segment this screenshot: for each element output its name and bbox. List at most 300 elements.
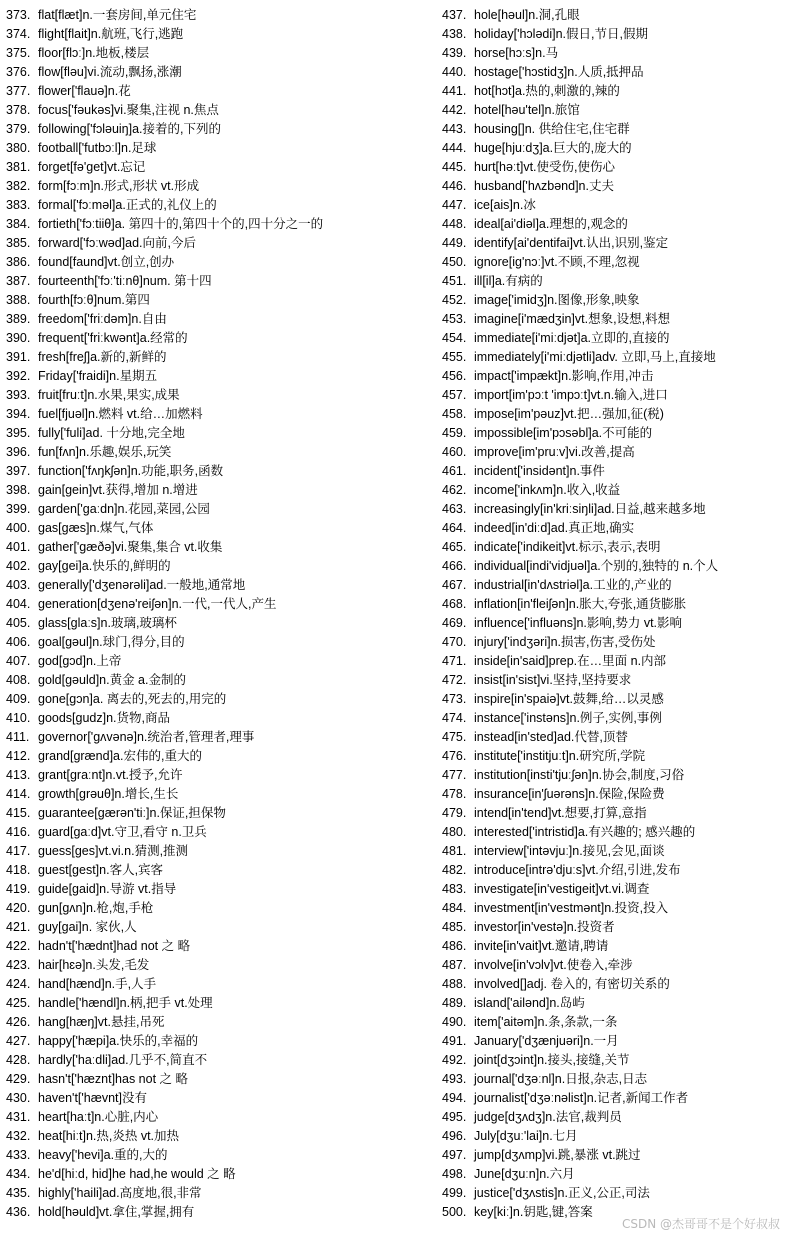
entry-number: 430. [6, 1091, 31, 1105]
entry-definition: import[im'pɔːt 'impɔːt]vt.n.输入,进口 [474, 388, 668, 402]
entry-number: 437. [442, 8, 467, 22]
entry-definition: gun[gʌn]n.枪,炮,手枪 [38, 901, 154, 915]
entry-number: 401. [6, 540, 31, 554]
word-entry [442, 271, 786, 290]
word-entry [6, 252, 430, 271]
word-entry [6, 1202, 430, 1221]
word-entry [6, 518, 430, 537]
entry-definition: heat[hiːt]n.热,炎热 vt.加热 [38, 1129, 180, 1143]
entry-number: 500. [442, 1205, 467, 1219]
entry-definition: identify[ai'dentifai]vt.认出,识别,鉴定 [474, 236, 669, 250]
word-entry [442, 1031, 786, 1050]
entry-number: 413. [6, 768, 31, 782]
entry-number: 422. [6, 939, 31, 953]
word-entry [6, 366, 430, 385]
entry-number: 409. [6, 692, 31, 706]
word-entry [6, 689, 430, 708]
entry-definition: guide[gaid]n.导游 vt.指导 [38, 882, 177, 896]
word-entry [6, 594, 430, 613]
word-entry [442, 556, 786, 575]
word-entry [442, 214, 786, 233]
entry-definition: impact['impækt]n.影响,作用,冲击 [474, 369, 654, 383]
entry-number: 487. [442, 958, 467, 972]
entry-definition: instance['instəns]n.例子,实例,事例 [474, 711, 662, 725]
entry-definition: guarantee[gærən'tiː]n.保证,担保物 [38, 806, 226, 820]
entry-number: 481. [442, 844, 467, 858]
entry-number: 443. [442, 122, 467, 136]
word-entry [6, 879, 430, 898]
entry-number: 427. [6, 1034, 31, 1048]
word-entry [442, 5, 786, 24]
entry-definition: hasn't['hæznt]has not 之 略 [38, 1072, 188, 1086]
entry-number: 478. [442, 787, 467, 801]
word-entry [6, 632, 430, 651]
word-entry [6, 43, 430, 62]
entry-number: 380. [6, 141, 31, 155]
entry-number: 373. [6, 8, 31, 22]
entry-number: 388. [6, 293, 31, 307]
word-entry [442, 138, 786, 157]
entry-definition: institution[insti'tjuːʃən]n.协会,制度,习俗 [474, 768, 685, 782]
entry-number: 488. [442, 977, 467, 991]
entry-definition: gay[gei]a.快乐的,鲜明的 [38, 559, 171, 573]
word-entry [442, 1069, 786, 1088]
entry-number: 384. [6, 217, 31, 231]
entry-definition: insist[in'sist]vi.坚持,坚持要求 [474, 673, 632, 687]
entry-definition: interested['intristid]a.有兴趣的; 感兴趣的 [474, 825, 696, 839]
entry-number: 426. [6, 1015, 31, 1029]
entry-definition: holiday['hɔlədi]n.假日,节日,假期 [474, 27, 648, 41]
word-entry [6, 81, 430, 100]
entry-number: 469. [442, 616, 467, 630]
word-entry [6, 499, 430, 518]
word-entry [6, 138, 430, 157]
entry-number: 385. [6, 236, 31, 250]
entry-number: 485. [442, 920, 467, 934]
word-entry [6, 214, 430, 233]
word-entry [6, 1107, 430, 1126]
word-entry [6, 309, 430, 328]
entry-definition: involve[in'vɔlv]vt.使卷入,牵涉 [474, 958, 633, 972]
word-entry [442, 499, 786, 518]
entry-number: 425. [6, 996, 31, 1010]
word-entry [442, 290, 786, 309]
word-entry [442, 1183, 786, 1202]
entry-definition: guess[ges]vt.vi.n.猜测,推测 [38, 844, 189, 858]
entry-definition: hostage['hɔstidʒ]n.人质,抵押品 [474, 65, 644, 79]
entry-definition: Friday['fraidi]n.星期五 [38, 369, 158, 383]
word-entry [442, 1088, 786, 1107]
word-entry [6, 328, 430, 347]
entry-definition: immediate[i'miːdjət]a.立即的,直接的 [474, 331, 670, 345]
entry-definition: grant[graːnt]n.vt.授予,允许 [38, 768, 183, 782]
word-entry [442, 537, 786, 556]
entry-number: 465. [442, 540, 467, 554]
entry-definition: interview['intəvjuː]n.接见,会见,面谈 [474, 844, 665, 858]
word-entry [442, 670, 786, 689]
entry-definition: freedom['friːdəm]n.自由 [38, 312, 167, 326]
entry-definition: hang[hæŋ]vt.悬挂,吊死 [38, 1015, 165, 1029]
entry-definition: forward['fɔːwəd]ad.向前,今后 [38, 236, 196, 250]
word-entry [442, 974, 786, 993]
entry-number: 395. [6, 426, 31, 440]
word-entry [442, 936, 786, 955]
entry-number: 424. [6, 977, 31, 991]
word-entry [442, 1145, 786, 1164]
entry-number: 412. [6, 749, 31, 763]
entry-number: 494. [442, 1091, 467, 1105]
word-entry [6, 974, 430, 993]
entry-definition: happy['hæpi]a.快乐的,幸福的 [38, 1034, 199, 1048]
entry-number: 408. [6, 673, 31, 687]
word-entry [6, 651, 430, 670]
entry-number: 477. [442, 768, 467, 782]
word-entry [6, 917, 430, 936]
entry-definition: hardly['haːdli]ad.几乎不,简直不 [38, 1053, 208, 1067]
word-entry [442, 252, 786, 271]
entry-definition: incident['insidənt]n.事件 [474, 464, 605, 478]
word-entry [442, 461, 786, 480]
word-entry [6, 404, 430, 423]
entry-definition: glass[glaːs]n.玻璃,玻璃杯 [38, 616, 177, 630]
entry-number: 472. [442, 673, 467, 687]
word-entry [6, 955, 430, 974]
entry-definition: fortieth['fɔːtiiθ]a. 第四十的,第四十个的,四十分之一的 [38, 217, 324, 231]
right-word-column [442, 5, 786, 1221]
word-entry [442, 879, 786, 898]
entry-number: 400. [6, 521, 31, 535]
entry-definition: invite[in'vait]vt.邀请,聘请 [474, 939, 609, 953]
word-entry [6, 860, 430, 879]
word-entry [442, 100, 786, 119]
entry-definition: grand[grænd]a.宏伟的,重大的 [38, 749, 202, 763]
entry-number: 471. [442, 654, 467, 668]
entry-number: 435. [6, 1186, 31, 1200]
word-entry [6, 461, 430, 480]
entry-number: 449. [442, 236, 467, 250]
word-entry [6, 784, 430, 803]
entry-number: 467. [442, 578, 467, 592]
entry-number: 405. [6, 616, 31, 630]
entry-number: 431. [6, 1110, 31, 1124]
entry-number: 393. [6, 388, 31, 402]
entry-number: 375. [6, 46, 31, 60]
entry-number: 452. [442, 293, 467, 307]
word-entry [442, 955, 786, 974]
word-entry [442, 157, 786, 176]
entry-number: 419. [6, 882, 31, 896]
word-entry [442, 518, 786, 537]
word-entry [6, 5, 430, 24]
entry-definition: formal['fɔːməl]a.正式的,礼仪上的 [38, 198, 217, 212]
entry-number: 399. [6, 502, 31, 516]
entry-definition: ignore[ig'nɔː]vt.不顾,不理,忽视 [474, 255, 640, 269]
entry-definition: investment[in'vestmənt]n.投资,投入 [474, 901, 669, 915]
word-entry [6, 195, 430, 214]
entry-definition: injury['indʒəri]n.损害,伤害,受伤处 [474, 635, 656, 649]
entry-definition: improve[im'pruːv]vi.改善,提高 [474, 445, 635, 459]
word-entry [442, 347, 786, 366]
word-entry [6, 1031, 430, 1050]
entry-number: 376. [6, 65, 31, 79]
entry-definition: following['fɔləuiŋ]a.接着的,下列的 [38, 122, 222, 136]
entry-definition: highly['haili]ad.高度地,很,非常 [38, 1186, 202, 1200]
entry-number: 402. [6, 559, 31, 573]
entry-number: 404. [6, 597, 31, 611]
entry-number: 406. [6, 635, 31, 649]
word-entry [6, 727, 430, 746]
word-entry [442, 442, 786, 461]
entry-number: 378. [6, 103, 31, 117]
word-entry [442, 689, 786, 708]
entry-definition: flight[flait]n.航班,飞行,逃跑 [38, 27, 184, 41]
entry-definition: governor['gʌvənə]n.统治者,管理者,理事 [38, 730, 255, 744]
entry-number: 381. [6, 160, 31, 174]
word-entry [6, 442, 430, 461]
entry-definition: gas[gæs]n.煤气,气体 [38, 521, 154, 535]
entry-definition: hotel[həu'tel]n.旅馆 [474, 103, 580, 117]
entry-number: 484. [442, 901, 467, 915]
word-entry [6, 708, 430, 727]
entry-number: 499. [442, 1186, 467, 1200]
word-entry [6, 1183, 430, 1202]
entry-definition: involved[]adj. 卷入的, 有密切关系的 [474, 977, 670, 991]
entry-number: 483. [442, 882, 467, 896]
entry-definition: indeed[in'diːd]ad.真正地,确实 [474, 521, 635, 535]
entry-definition: impossible[im'pɔsəbl]a.不可能的 [474, 426, 653, 440]
entry-definition: image['imidʒ]n.图像,形象,映象 [474, 293, 640, 307]
entry-definition: heart[haːt]n.心脏,内心 [38, 1110, 159, 1124]
entry-number: 455. [442, 350, 467, 364]
entry-definition: judge[dʒʌdʒ]n.法官,裁判员 [474, 1110, 622, 1124]
word-entry [442, 575, 786, 594]
entry-definition: forget[fə'get]vt.忘记 [38, 160, 146, 174]
entry-number: 474. [442, 711, 467, 725]
word-entry [6, 898, 430, 917]
entry-definition: gather['gæðə]vi.聚集,集合 vt.收集 [38, 540, 223, 554]
entry-definition: joint[dʒɔint]n.接头,接缝,关节 [474, 1053, 630, 1067]
entry-definition: indicate['indikeit]vt.标示,表示,表明 [474, 540, 661, 554]
entry-number: 386. [6, 255, 31, 269]
word-entry [6, 765, 430, 784]
entry-number: 496. [442, 1129, 467, 1143]
word-entry [6, 556, 430, 575]
entry-definition: ideal[ai'diəl]a.理想的,观念的 [474, 217, 628, 231]
word-entry [6, 670, 430, 689]
word-entry [442, 746, 786, 765]
entry-definition: flat[flæt]n.一套房间,单元住宅 [38, 8, 197, 22]
entry-definition: hadn't['hædnt]had not 之 略 [38, 939, 191, 953]
entry-definition: guest[gest]n.客人,宾客 [38, 863, 164, 877]
entry-definition: ill[il]a.有病的 [474, 274, 543, 288]
entry-definition: generation[dʒenə'reiʃən]n.一代,一代人,产生 [38, 597, 277, 611]
entry-number: 442. [442, 103, 467, 117]
entry-number: 476. [442, 749, 467, 763]
word-entry [6, 822, 430, 841]
entry-definition: impose[im'pəuz]vt.把…强加,征(税) [474, 407, 664, 421]
entry-definition: form[fɔːm]n.形式,形状 vt.形成 [38, 179, 200, 193]
word-entry [6, 157, 430, 176]
entry-definition: hole[həul]n.洞,孔眼 [474, 8, 580, 22]
word-entry [6, 936, 430, 955]
word-entry [6, 841, 430, 860]
entry-definition: intend[in'tend]vt.想要,打算,意指 [474, 806, 647, 820]
entry-definition: inside[in'said]prep.在…里面 n.内部 [474, 654, 667, 668]
entry-number: 495. [442, 1110, 467, 1124]
entry-definition: journal['dʒəːnl]n.日报,杂志,日志 [474, 1072, 648, 1086]
word-entry [442, 822, 786, 841]
word-entry [442, 803, 786, 822]
word-entry [442, 1107, 786, 1126]
entry-number: 436. [6, 1205, 31, 1219]
entry-number: 475. [442, 730, 467, 744]
entry-definition: inflation[in'fleiʃən]n.胀大,夸张,通货膨胀 [474, 597, 687, 611]
word-entry [6, 1164, 430, 1183]
entry-definition: goods[gudz]n.货物,商品 [38, 711, 171, 725]
entry-definition: investor[in'vestə]n.投资者 [474, 920, 615, 934]
entry-definition: imagine[i'mædʒin]vt.想象,设想,料想 [474, 312, 671, 326]
entry-definition: institute['institjuːt]n.研究所,学院 [474, 749, 646, 763]
entry-definition: key[kiː]n.钥匙,键,答案 [474, 1205, 593, 1219]
word-entry [442, 860, 786, 879]
entry-definition: haven't['hævnt]没有 [38, 1091, 147, 1105]
entry-definition: god[gɔd]n.上帝 [38, 654, 122, 668]
entry-number: 398. [6, 483, 31, 497]
word-entry [6, 1012, 430, 1031]
entry-definition: housing[]n. 供给住宅,住宅群 [474, 122, 630, 136]
entry-number: 486. [442, 939, 467, 953]
word-entry [6, 24, 430, 43]
entry-definition: fully['fuli]ad. 十分地,完全地 [38, 426, 185, 440]
word-entry [6, 347, 430, 366]
entry-number: 407. [6, 654, 31, 668]
entry-number: 462. [442, 483, 467, 497]
entry-number: 423. [6, 958, 31, 972]
word-entry [442, 898, 786, 917]
word-entry [6, 176, 430, 195]
word-entry [6, 613, 430, 632]
entry-definition: fourteenth['fɔː'tiːnθ]num. 第十四 [38, 274, 212, 288]
entry-number: 445. [442, 160, 467, 174]
entry-number: 418. [6, 863, 31, 877]
entry-number: 468. [442, 597, 467, 611]
entry-number: 448. [442, 217, 467, 231]
entry-number: 498. [442, 1167, 467, 1181]
word-entry [6, 1050, 430, 1069]
entry-definition: flow[fləu]vi.流动,飘扬,涨潮 [38, 65, 182, 79]
entry-definition: found[faund]vt.创立,创办 [38, 255, 175, 269]
entry-number: 444. [442, 141, 467, 155]
entry-number: 480. [442, 825, 467, 839]
entry-number: 415. [6, 806, 31, 820]
word-entry [442, 195, 786, 214]
word-entry [442, 784, 786, 803]
entry-number: 497. [442, 1148, 467, 1162]
entry-definition: guard[gaːd]vt.守卫,看守 n.卫兵 [38, 825, 207, 839]
entry-number: 440. [442, 65, 467, 79]
entry-definition: fresh[freʃ]a.新的,新鲜的 [38, 350, 167, 364]
word-entry [442, 385, 786, 404]
entry-number: 446. [442, 179, 467, 193]
entry-number: 458. [442, 407, 467, 421]
entry-number: 417. [6, 844, 31, 858]
word-entry [442, 727, 786, 746]
word-entry [442, 651, 786, 670]
word-entry [442, 176, 786, 195]
word-entry [442, 613, 786, 632]
word-entry [442, 632, 786, 651]
left-word-column [6, 5, 430, 1221]
entry-definition: industrial[in'dʌstriəl]a.工业的,产业的 [474, 578, 672, 592]
word-entry [442, 1050, 786, 1069]
entry-definition: gold[gəuld]n.黄金 a.金制的 [38, 673, 186, 687]
entry-number: 441. [442, 84, 467, 98]
word-entry [442, 1012, 786, 1031]
entry-number: 382. [6, 179, 31, 193]
entry-number: 493. [442, 1072, 467, 1086]
word-entry [6, 537, 430, 556]
entry-definition: fourth[fɔːθ]num.第四 [38, 293, 150, 307]
entry-definition: husband['hʌzbənd]n.丈夫 [474, 179, 614, 193]
csdn-watermark: CSDN @杰哥哥不是个好叔叔 [621, 1217, 780, 1231]
entry-number: 391. [6, 350, 31, 364]
word-entry [442, 233, 786, 252]
entry-number: 456. [442, 369, 467, 383]
word-entry [6, 1126, 430, 1145]
word-entry [442, 43, 786, 62]
entry-number: 479. [442, 806, 467, 820]
entry-number: 420. [6, 901, 31, 915]
entry-definition: investigate[in'vestigeit]vt.vi.调查 [474, 882, 650, 896]
entry-definition: hurt[həːt]vt.使受伤,使伤心 [474, 160, 616, 174]
word-entry [442, 309, 786, 328]
entry-number: 392. [6, 369, 31, 383]
entry-definition: July[dʒuː'lai]n.七月 [474, 1129, 578, 1143]
entry-number: 429. [6, 1072, 31, 1086]
entry-definition: ice[ais]n.冰 [474, 198, 536, 212]
word-entry [442, 917, 786, 936]
entry-definition: generally['dʒenərəli]ad.一般地,通常地 [38, 578, 246, 592]
word-entry [442, 119, 786, 138]
entry-definition: increasingly[in'kriːsiŋli]ad.日益,越来越多地 [474, 502, 706, 516]
entry-definition: introduce[intrə'djuːs]vt.介绍,引进,发布 [474, 863, 681, 877]
entry-number: 397. [6, 464, 31, 478]
entry-number: 394. [6, 407, 31, 421]
entry-definition: hold[həuld]vt.拿住,掌握,拥有 [38, 1205, 195, 1219]
entry-number: 454. [442, 331, 467, 345]
word-entry [6, 62, 430, 81]
word-entry [442, 328, 786, 347]
word-entry [442, 993, 786, 1012]
entry-number: 428. [6, 1053, 31, 1067]
entry-number: 482. [442, 863, 467, 877]
entry-number: 461. [442, 464, 467, 478]
entry-definition: jump[dʒʌmp]vi.跳,暴涨 vt.跳过 [474, 1148, 641, 1162]
entry-definition: handle['hændl]n.柄,把手 vt.处理 [38, 996, 213, 1010]
word-entry [6, 290, 430, 309]
entry-number: 438. [442, 27, 467, 41]
entry-number: 450. [442, 255, 467, 269]
word-entry [442, 1126, 786, 1145]
entry-number: 389. [6, 312, 31, 326]
word-entry [6, 480, 430, 499]
word-entry [6, 100, 430, 119]
entry-number: 491. [442, 1034, 467, 1048]
entry-number: 439. [442, 46, 467, 60]
entry-number: 489. [442, 996, 467, 1010]
entry-number: 421. [6, 920, 31, 934]
entry-definition: function['fʌŋkʃən]n.功能,职务,函数 [38, 464, 224, 478]
